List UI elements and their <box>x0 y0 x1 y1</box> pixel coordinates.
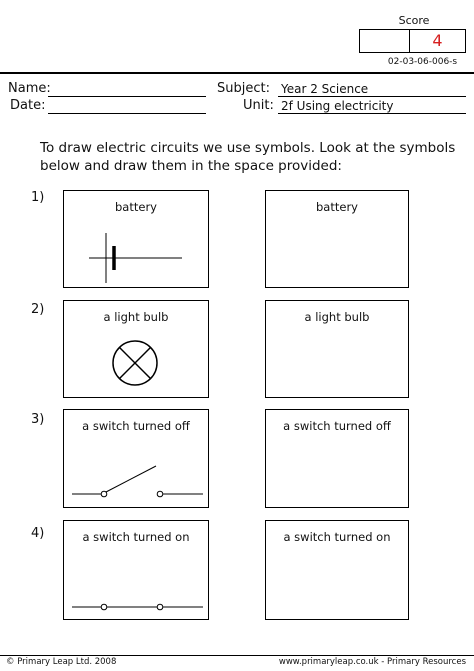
switch-on-symbol <box>64 521 210 621</box>
light-bulb-symbol <box>64 301 210 399</box>
battery-symbol <box>64 191 210 289</box>
score-box <box>359 29 466 53</box>
footer-copyright: © Primary Leap Ltd. 2008 <box>6 657 117 667</box>
symbol-label: battery <box>115 200 157 214</box>
instructions: To draw electric circuits we use symbols. Look at the symbols below and draw them in the space provided: <box>40 140 456 174</box>
answer-label: a light bulb <box>304 310 370 324</box>
row-number: 3) <box>31 412 45 427</box>
symbol-panel-bulb <box>63 300 209 398</box>
name-line[interactable] <box>48 96 206 97</box>
name-label: Name: <box>8 81 51 96</box>
drawing-panel-switch-off[interactable] <box>265 409 409 508</box>
row-number: 1) <box>31 190 45 205</box>
drawing-panel-switch-on[interactable] <box>265 520 409 620</box>
answer-label: a switch turned on <box>283 530 391 544</box>
symbol-label: a light bulb <box>103 310 169 324</box>
footer-website: www.primaryleap.co.uk - Primary Resources <box>278 657 466 667</box>
subject-line <box>278 96 466 97</box>
symbol-label: a switch turned on <box>82 530 190 544</box>
switch-off-symbol <box>64 410 210 509</box>
symbol-label: a switch turned off <box>82 419 190 433</box>
score-label: Score <box>398 14 430 27</box>
drawing-panel-bulb[interactable] <box>265 300 409 398</box>
row-number: 2) <box>31 302 45 317</box>
symbol-panel-switch-on <box>63 520 209 620</box>
worksheet-code: 02-03-06-006-s <box>387 57 458 67</box>
symbol-panel-switch-off <box>63 409 209 508</box>
answer-label: battery <box>316 200 358 214</box>
footer-rule <box>0 655 474 656</box>
date-label: Date: <box>10 98 46 113</box>
row-number: 4) <box>31 526 45 541</box>
answer-label: a switch turned off <box>283 419 391 433</box>
subject-value: Year 2 Science <box>281 82 369 96</box>
subject-label: Subject: <box>217 81 270 96</box>
score-value: 4 <box>432 31 443 50</box>
unit-line <box>278 113 466 114</box>
unit-label: Unit: <box>243 98 274 113</box>
drawing-panel-battery[interactable] <box>265 190 409 288</box>
symbol-panel-battery <box>63 190 209 288</box>
unit-value: 2f Using electricity <box>281 99 394 113</box>
date-line[interactable] <box>48 113 206 114</box>
header-rule <box>0 72 474 74</box>
